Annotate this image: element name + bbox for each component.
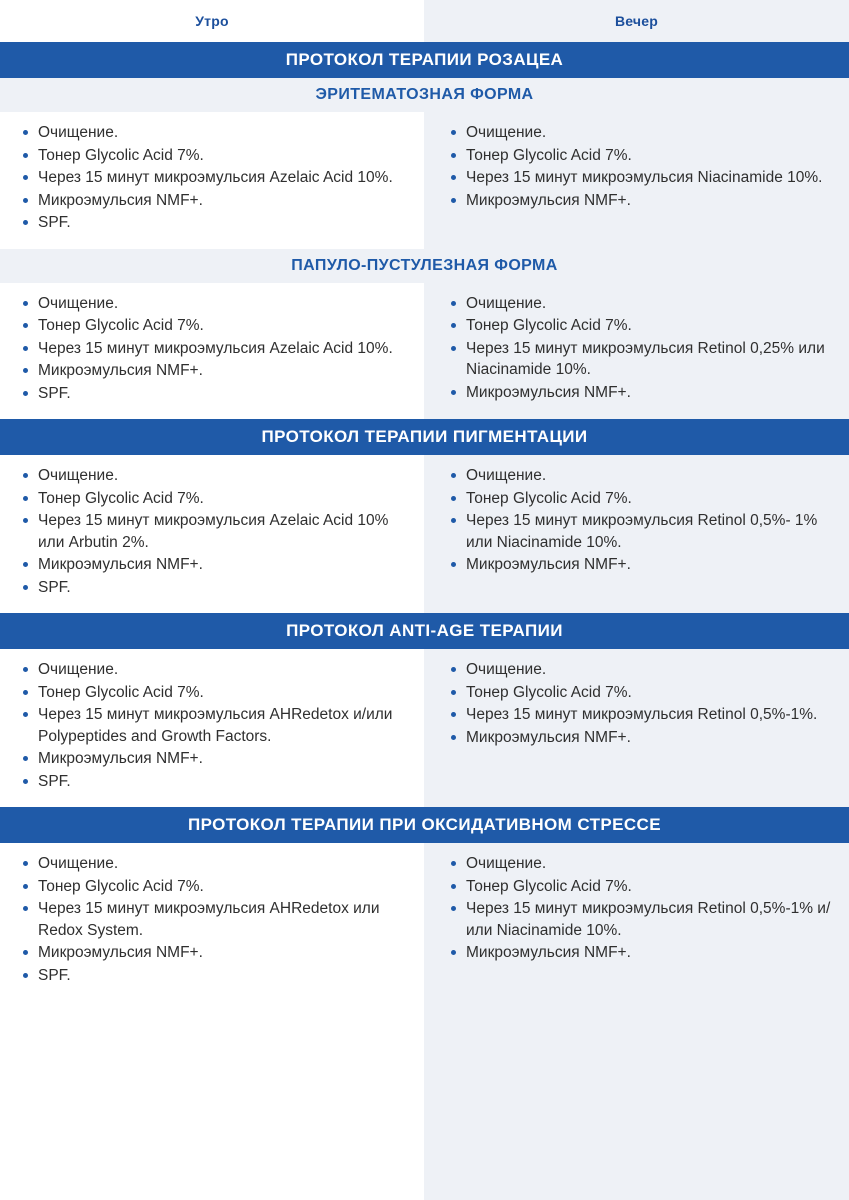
list-item: Тонер Glycolic Acid 7%.	[446, 682, 831, 704]
list-item: Тонер Glycolic Acid 7%.	[18, 145, 406, 167]
evening-step-list	[446, 853, 831, 964]
evening-cell	[424, 843, 849, 979]
morning-cell	[0, 455, 424, 613]
list-item: Тонер Glycolic Acid 7%.	[446, 488, 831, 510]
section-banner-0-1: ПАПУЛО-ПУСТУЛЕЗНАЯ ФОРМА	[0, 249, 849, 283]
column-header-evening: Вечер	[614, 13, 658, 29]
list-item: Очищение.	[446, 659, 831, 681]
list-item: Через 15 минут микроэмульсия Retinol 0,5%-1%.	[446, 704, 831, 726]
list-item: Тонер Glycolic Acid 7%.	[18, 682, 406, 704]
morning-step-list	[18, 853, 406, 986]
list-item: Очищение.	[18, 122, 406, 144]
list-item: Тонер Glycolic Acid 7%.	[446, 145, 831, 167]
list-item: Очищение.	[446, 853, 831, 875]
column-header-morning: Утро	[195, 13, 229, 29]
list-item: Через 15 минут микроэмульсия Niacinamide 10%.	[446, 167, 831, 189]
protocol-row	[0, 455, 849, 613]
protocol-row	[0, 283, 849, 420]
morning-cell	[0, 112, 424, 249]
list-item: Очищение.	[446, 465, 831, 487]
protocol-row	[0, 843, 849, 1001]
list-item: Очищение.	[446, 122, 831, 144]
morning-cell	[0, 283, 424, 420]
morning-step-list	[18, 122, 406, 234]
list-item: Микроэмульсия NMF+.	[18, 942, 406, 964]
protocol-row	[0, 649, 849, 807]
section-banner-2: ПРОТОКОЛ ANTI-AGE ТЕРАПИИ	[0, 613, 849, 649]
section-banner-0: ПРОТОКОЛ ТЕРАПИИ РОЗАЦЕА	[0, 42, 849, 78]
section-banner-0-0: ЭРИТЕМАТОЗНАЯ ФОРМА	[0, 78, 849, 112]
morning-cell	[0, 843, 424, 1001]
list-item: Через 15 минут микроэмульсия Retinol 0,5%- 1% или Niacinamide 10%.	[446, 510, 831, 553]
list-item: Микроэмульсия NMF+.	[446, 727, 831, 749]
list-item: SPF.	[18, 212, 406, 234]
evening-cell	[424, 283, 849, 419]
list-item: Через 15 минут микроэмульсия AHRedetox и/или Polypeptides and Growth Factors.	[18, 704, 406, 747]
list-item: Через 15 минут микроэмульсия Retinol 0,5%-1% и/или Niacinamide 10%.	[446, 898, 831, 941]
list-item: Микроэмульсия NMF+.	[18, 554, 406, 576]
list-item: Через 15 минут микроэмульсия Azelaic Acid 10%.	[18, 338, 406, 360]
list-item: SPF.	[18, 577, 406, 599]
list-item: Через 15 минут микроэмульсия Azelaic Acid 10% или Arbutin 2%.	[18, 510, 406, 553]
morning-cell	[0, 649, 424, 807]
morning-step-list	[18, 659, 406, 792]
evening-step-list	[446, 122, 831, 211]
list-item: Микроэмульсия NMF+.	[446, 942, 831, 964]
list-item: Очищение.	[18, 465, 406, 487]
list-item: Через 15 минут микроэмульсия Azelaic Acid 10%.	[18, 167, 406, 189]
evening-cell	[424, 649, 849, 763]
evening-cell	[424, 112, 849, 226]
evening-cell	[424, 455, 849, 591]
list-item: Очищение.	[446, 293, 831, 315]
list-item: Тонер Glycolic Acid 7%.	[18, 315, 406, 337]
protocol-sections	[0, 42, 849, 1001]
list-item: Очищение.	[18, 659, 406, 681]
list-item: Очищение.	[18, 853, 406, 875]
list-item: SPF.	[18, 965, 406, 987]
list-item: Тонер Glycolic Acid 7%.	[446, 876, 831, 898]
evening-step-list	[446, 465, 831, 576]
column-header-row	[0, 0, 849, 42]
morning-step-list	[18, 293, 406, 405]
list-item: Тонер Glycolic Acid 7%.	[18, 876, 406, 898]
list-item: Через 15 минут микроэмульсия AHRedetox или Redox System.	[18, 898, 406, 941]
list-item: Микроэмульсия NMF+.	[18, 190, 406, 212]
section-banner-1: ПРОТОКОЛ ТЕРАПИИ ПИГМЕНТАЦИИ	[0, 419, 849, 455]
list-item: Микроэмульсия NMF+.	[446, 382, 831, 404]
list-item: Микроэмульсия NMF+.	[446, 554, 831, 576]
list-item: Микроэмульсия NMF+.	[18, 748, 406, 770]
list-item: Микроэмульсия NMF+.	[446, 190, 831, 212]
list-item: Микроэмульсия NMF+.	[18, 360, 406, 382]
list-item: Через 15 минут микроэмульсия Retinol 0,25% или Niacinamide 10%.	[446, 338, 831, 381]
list-item: Очищение.	[18, 293, 406, 315]
list-item: SPF.	[18, 383, 406, 405]
protocol-row	[0, 112, 849, 249]
list-item: Тонер Glycolic Acid 7%.	[446, 315, 831, 337]
evening-step-list	[446, 293, 831, 404]
list-item: Тонер Glycolic Acid 7%.	[18, 488, 406, 510]
section-banner-3: ПРОТОКОЛ ТЕРАПИИ ПРИ ОКСИДАТИВНОМ СТРЕССЕ	[0, 807, 849, 843]
list-item: SPF.	[18, 771, 406, 793]
morning-step-list	[18, 465, 406, 598]
evening-step-list	[446, 659, 831, 748]
